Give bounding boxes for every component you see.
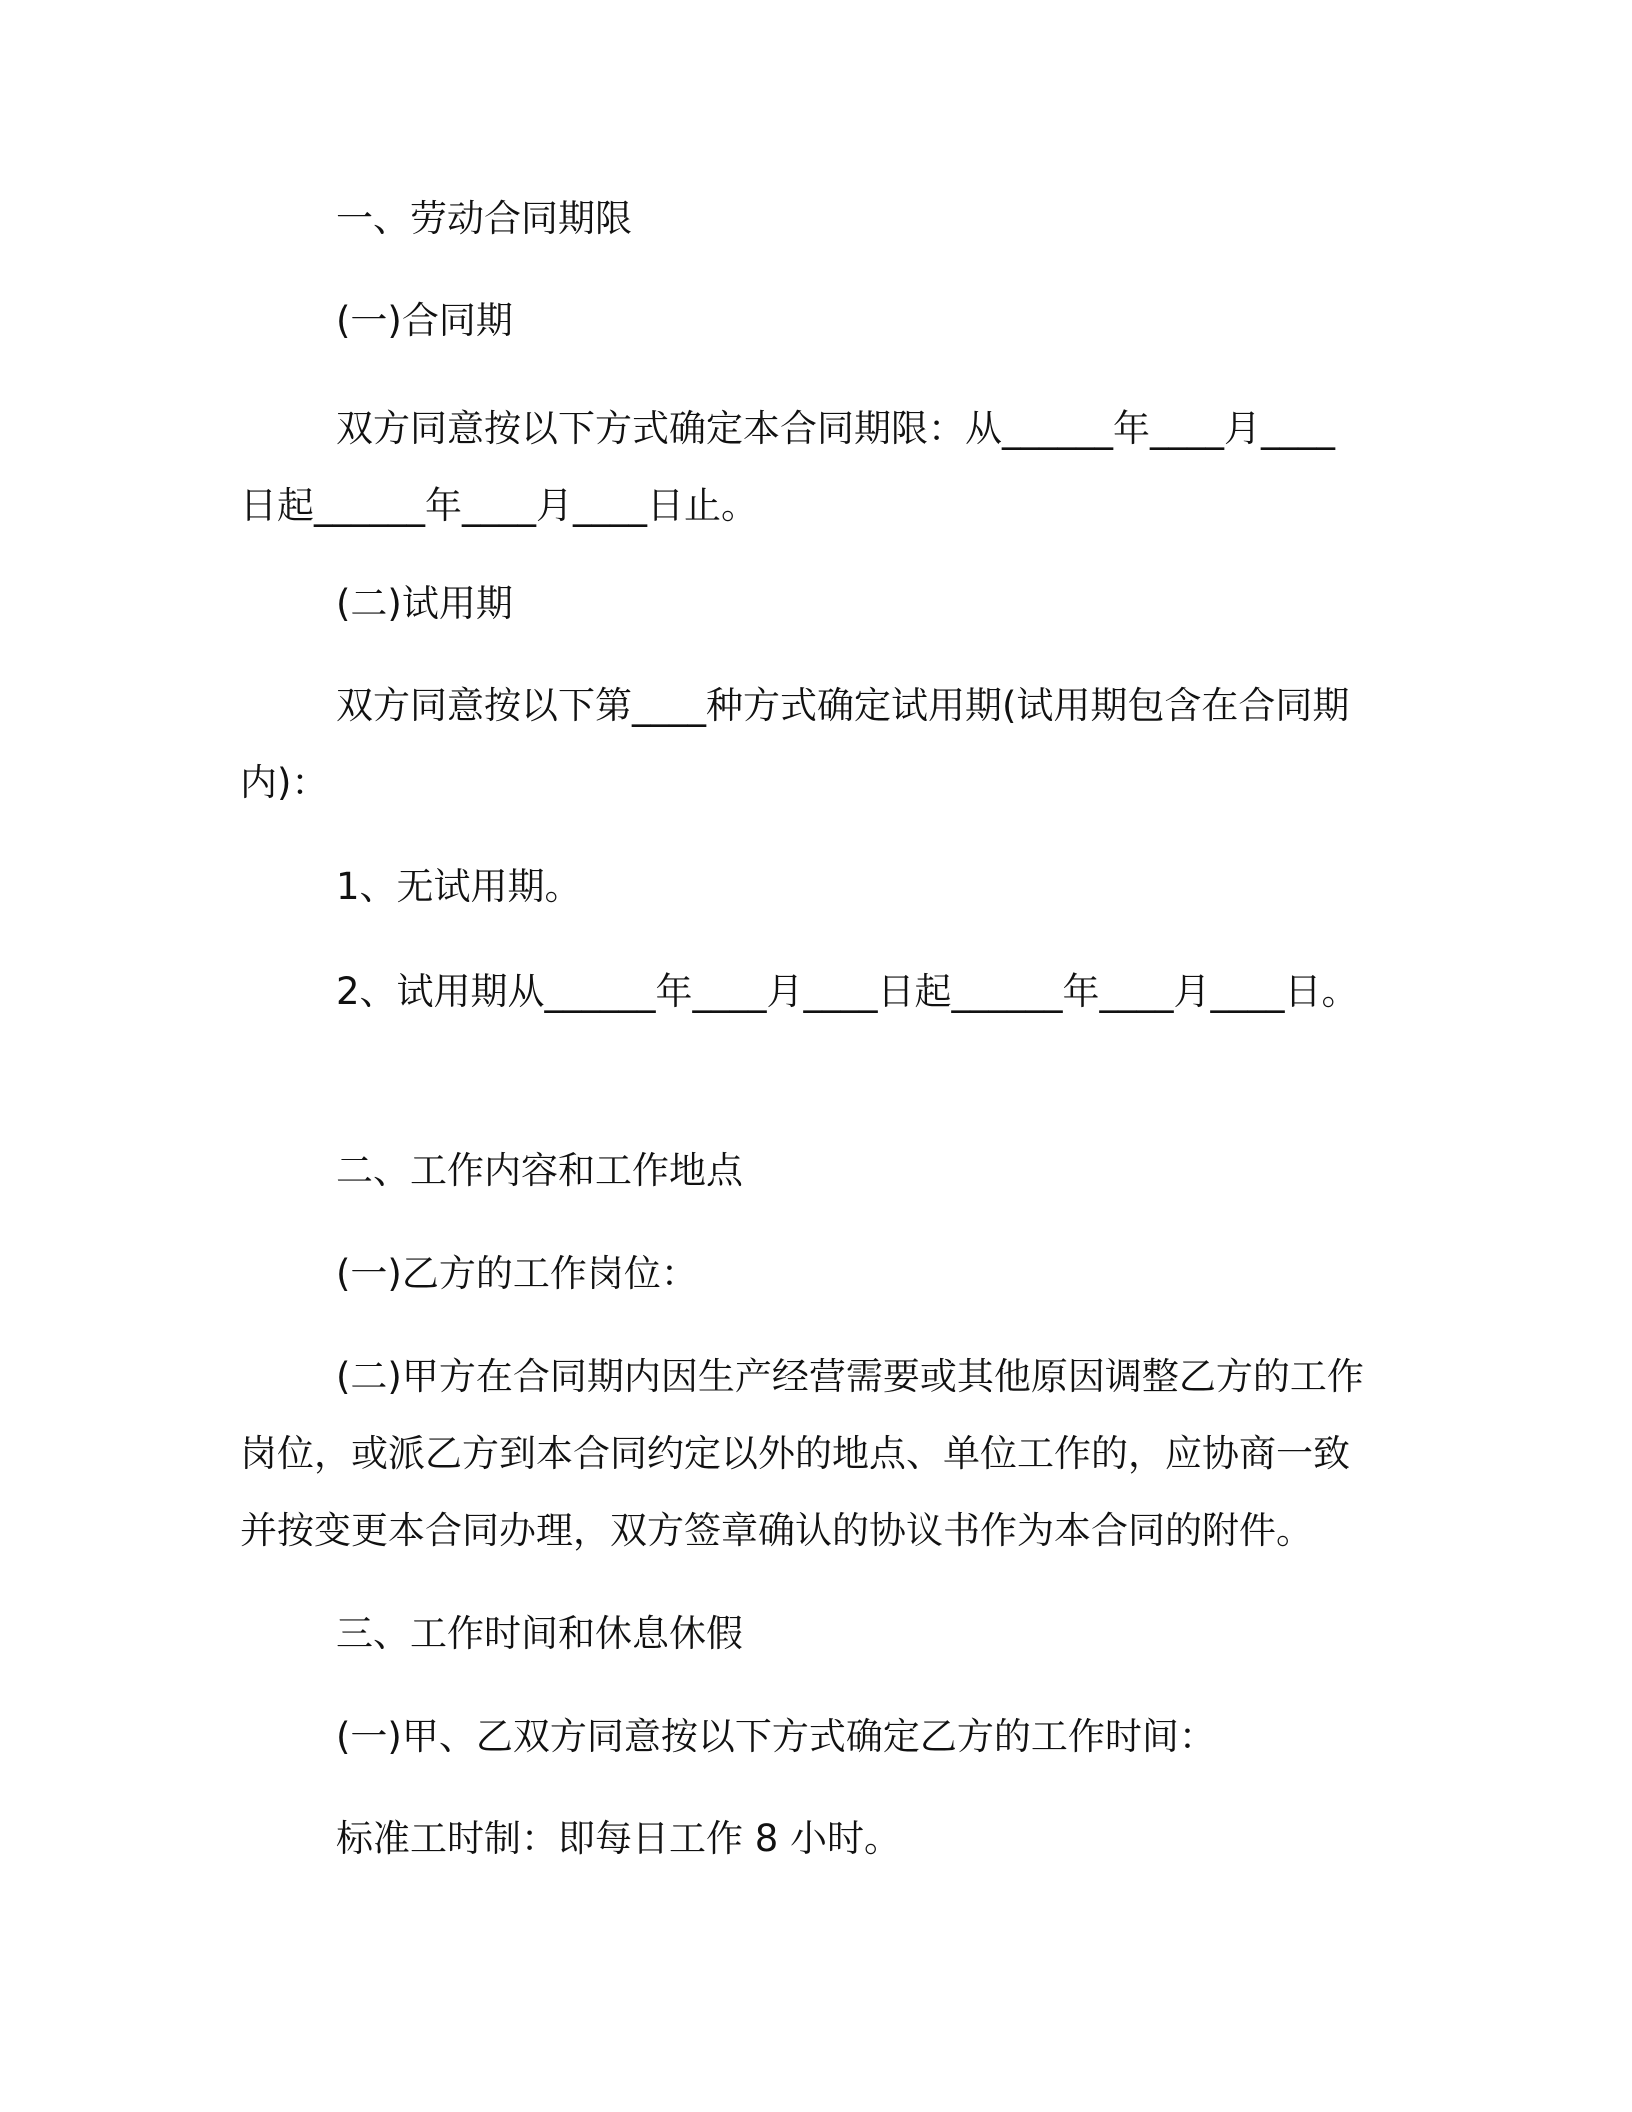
paragraph-contract-period-dates: 双方同意按以下方式确定本合同期限：从______年____月____日起______年____月____日止。 [240, 407, 1335, 527]
section-heading-contract-term: 一、劳动合同期限 [336, 197, 632, 240]
paragraph-position-adjustment: (二)甲方在合同期内因生产经营需要或其他原因调整乙方的工作岗位，或派乙方到本合同约定以外的地点、单位工作的，应协商一致并按变更本合同办理，双方签章确认的协议书作为本合同的附件。 [240, 1355, 1364, 1552]
list-item-no-probation: 1、无试用期。 [336, 865, 582, 908]
subheading-probation: (二)试用期 [336, 582, 513, 625]
subheading-contract-period: (一)合同期 [336, 299, 513, 342]
section-heading-working-hours-rest: 三、工作时间和休息休假 [336, 1612, 743, 1655]
paragraph-job-position: (一)乙方的工作岗位： [336, 1252, 698, 1295]
paragraph-working-hours-method: (一)甲、乙双方同意按以下方式确定乙方的工作时间： [336, 1715, 1216, 1758]
section-heading-work-content-location: 二、工作内容和工作地点 [336, 1149, 743, 1192]
paragraph-standard-hours: 标准工时制：即每日工作 8 小时。 [336, 1817, 902, 1860]
list-item-probation-dates: 2、试用期从______年____月____日起______年____月____日。 [336, 970, 1359, 1013]
paragraph-probation-method: 双方同意按以下第____种方式确定试用期(试用期包含在合同期内)： [240, 684, 1350, 804]
